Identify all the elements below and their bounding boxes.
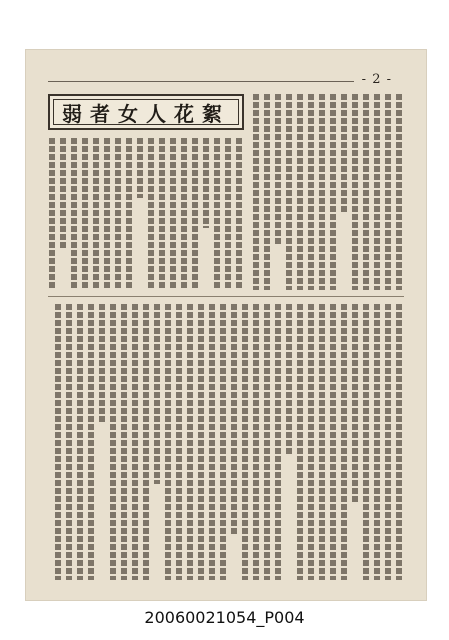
document-page [26,50,426,600]
text-column [121,304,127,580]
text-column [99,304,105,424]
header-rule [48,81,354,82]
text-column [264,304,270,580]
text-column [319,304,325,580]
text-column [385,94,391,290]
text-column [88,304,94,580]
text-column [143,304,149,580]
text-column [319,94,325,290]
text-column [198,304,204,580]
upper-right-text-block [252,94,404,290]
text-column [330,94,336,290]
text-column [132,304,138,580]
text-column [275,304,281,580]
text-column [363,94,369,290]
text-column [209,304,215,580]
text-column [308,94,314,290]
text-column [341,304,347,580]
text-column [137,138,143,198]
text-column [396,94,402,290]
text-column [341,94,347,214]
text-column [170,138,176,290]
text-column [66,304,72,580]
page-number: - 2 - [361,72,392,87]
text-column [225,138,231,290]
text-column [297,304,303,580]
text-column [159,138,165,290]
text-column [181,138,187,290]
text-column [192,138,198,290]
text-column [49,138,55,290]
text-column [126,138,132,290]
upper-left-text-block [48,138,244,290]
text-column [93,138,99,290]
text-column [115,138,121,290]
text-column [176,304,182,580]
text-column [253,94,259,290]
text-column [104,138,110,290]
lower-text-block [48,304,404,580]
text-column [154,304,160,484]
text-column [220,304,226,580]
text-column [286,94,292,290]
text-column [165,304,171,580]
text-column [236,138,242,290]
text-column [352,304,358,504]
text-column [110,304,116,580]
text-column [71,138,77,290]
text-column [330,304,336,580]
text-column [308,304,314,580]
text-column [363,304,369,580]
text-column [60,138,66,248]
article-headline [48,94,244,130]
text-column [264,94,270,290]
text-column [385,304,391,580]
text-column [374,304,380,580]
text-column [231,304,237,534]
text-column [214,138,220,290]
text-column [286,304,292,454]
text-column [396,304,402,580]
text-column [55,304,61,580]
text-column [275,94,281,244]
archive-caption: 20060021054_P004 [144,608,305,627]
text-column [203,138,209,228]
section-divider [48,296,404,297]
text-column [374,94,380,290]
headline-text: 弱者女人花絮 [62,101,230,126]
text-column [297,94,303,290]
text-column [187,304,193,580]
text-column [77,304,83,580]
text-column [253,304,259,580]
text-column [82,138,88,290]
text-column [148,138,154,290]
text-column [242,304,248,580]
text-column [352,94,358,290]
